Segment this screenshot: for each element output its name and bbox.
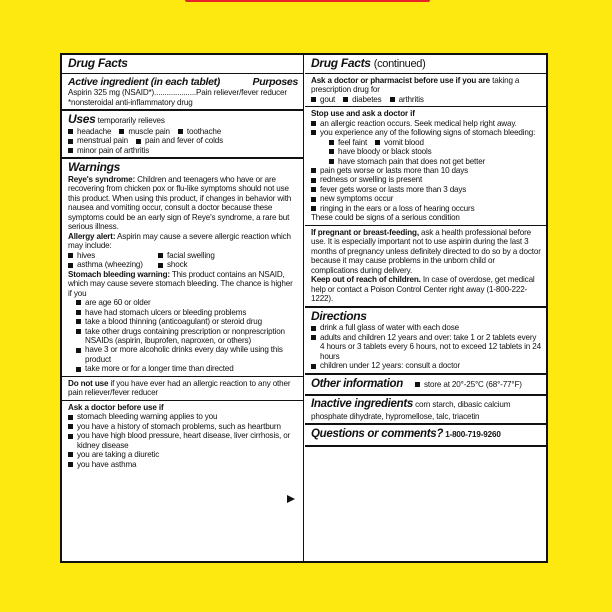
ask-doctor-pharmacist-section: Ask a doctor or pharmacist before use if you are taking a prescription drug for gout diabetes arthritis (305, 74, 546, 107)
list-item: facial swelling (158, 251, 215, 260)
directions-heading: Directions (311, 308, 367, 323)
inactive-ingredients-text: corn starch, dibasic calcium phosphate dihydrate, hypromellose, talc, triacetin (311, 400, 511, 421)
list-item: have had stomach ulcers or bleeding problems (76, 308, 298, 317)
continued-label: (continued) (373, 58, 426, 70)
stop-use-heading: Stop use and ask a doctor if (311, 109, 415, 119)
keep-out-of-reach: Keep out of reach of children. In case of overdose, get medical help or contact a Poison Control Center right away (1-800-222-1222). (311, 275, 535, 304)
do-not-use-text: if you have ever had an allergic reaction to any other pain reliever/fever reducer (68, 378, 291, 398)
drug-facts-title-section (62, 55, 303, 74)
list-item: take a blood thinning (anticoagulant) or steroid drug (76, 317, 298, 326)
drug-facts-continued-title: Drug Facts (311, 56, 371, 70)
stomach-bleeding-warning: Stomach bleeding warning: This product contains an NSAID, which may cause severe stomach bleeding. The chance is higher if you (68, 269, 293, 298)
list-item: minor pain of arthritis (68, 146, 298, 155)
list-item: muscle pain (119, 127, 170, 136)
drug-facts-title: Drug Facts (68, 56, 128, 70)
warnings-heading: Warnings (68, 160, 121, 175)
list-item: have bloody or black stools (329, 147, 432, 156)
inactive-ingredients-section (305, 396, 546, 425)
list-item: take other drugs containing prescription or nonprescription NSAIDs (aspirin, ibuprofen, naproxen, or others) (76, 327, 298, 346)
continue-arrow-icon (287, 495, 295, 503)
left-column (62, 55, 304, 561)
list-item: hives (68, 251, 158, 260)
list-item: adults and children 12 years and over: take 1 or 2 tablets every 4 hours or 3 tablets every 6 hours, not to exceed 12 tablets in 24 hours (311, 333, 541, 361)
drug-facts-continued-title-section (305, 55, 546, 74)
list-item: you have asthma (68, 460, 298, 469)
do-not-use-label: Do not use (68, 378, 109, 388)
allergy-alert: Allergy alert: Aspirin may cause a severe allergic reaction which may include: (68, 231, 291, 251)
list-item: menstrual pain (68, 136, 128, 145)
storage-info: store at 20°-25°C (68°-77°F) (415, 380, 522, 389)
active-ingredient-heading: Active ingredient (in each tablet) (68, 75, 220, 88)
drug-facts-panel (60, 53, 548, 563)
list-item: feel faint (329, 138, 367, 147)
list-item: new symptoms occur (311, 194, 541, 203)
uses-heading: Uses (68, 112, 96, 127)
list-item: ringing in the ears or a loss of hearing occurs (311, 204, 541, 213)
questions-heading: Questions or comments? (311, 428, 444, 441)
list-item: asthma (wheezing) (68, 260, 158, 269)
list-item: you have a history of stomach problems, such as heartburn (68, 422, 298, 431)
list-item: an allergic reaction occurs. Seek medical help right away. (311, 119, 541, 128)
list-item: have stomach pain that does not get better (329, 157, 541, 166)
list-item: vomit blood (375, 138, 424, 147)
pregnancy-section (305, 226, 546, 308)
list-item: you have high blood pressure, heart disease, liver cirrhosis, or kidney disease (68, 431, 298, 450)
pregnancy-warning: If pregnant or breast-feeding, ask a health professional before use. It is especially important not to use aspirin during the last 3 months of pregnancy unless definitely directed to do so by a doctor because it may cause problems in the unborn child or complications during delivery. (311, 227, 541, 275)
ask-doctor-heading: Ask a doctor before use if (68, 402, 164, 412)
list-item: headache (68, 127, 111, 136)
do-not-use-section (62, 377, 303, 401)
top-band (0, 0, 612, 6)
uses-intro: temporarily relieves (97, 116, 165, 126)
list-item: you are taking a diuretic (68, 450, 298, 459)
list-item: children under 12 years: consult a doctor (311, 361, 541, 370)
list-item: diabetes (343, 95, 381, 104)
list-item: are age 60 or older (76, 298, 298, 307)
stop-use-section (305, 107, 546, 226)
list-item: stomach bleeding warning applies to you (68, 412, 298, 421)
questions-phone: 1-800-719-9260 (445, 430, 501, 440)
reye-warning: Reye's syndrome: Children and teenagers who have or are recovering from chicken pox or flu-like symptoms should not use this product. When using this product, if changes in behavior with nausea and vomiting occur, consult a doctor because these symptoms could be an early sign of Reye's syndrome, a rare but serious illness. (68, 175, 292, 232)
other-information-heading: Other information (311, 377, 404, 390)
uses-section (62, 111, 303, 159)
list-item: have 3 or more alcoholic drinks every day while using this product (76, 345, 298, 364)
warnings-section (62, 159, 303, 377)
inactive-ingredients-heading: Inactive ingredients (311, 398, 414, 411)
list-item: take more or for a longer time than directed (76, 364, 298, 373)
ask-doctor-section (62, 401, 303, 509)
active-ingredient-note: *nonsteroidal anti-inflammatory drug (68, 97, 193, 107)
questions-section (305, 425, 546, 446)
list-item: shock (158, 260, 187, 269)
list-item: fever gets worse or lasts more than 3 days (311, 185, 541, 194)
list-item: toothache (178, 127, 221, 136)
list-item: pain and fever of colds (136, 136, 223, 145)
list-item: drink a full glass of water with each dose (311, 323, 541, 332)
list-item: redness or swelling is present (311, 175, 541, 184)
active-ingredient-section (62, 74, 303, 111)
list-item: gout (311, 95, 335, 104)
list-item: you experience any of the following signs of stomach bleeding: (311, 128, 541, 137)
directions-section (305, 308, 546, 375)
right-column (305, 55, 546, 561)
purposes-heading: Purposes (252, 75, 298, 88)
active-ingredient-line: Aspirin 325 mg (NSAID*)....................Pain reliever/fever reducer (68, 88, 287, 98)
other-information-section (305, 375, 546, 396)
stop-use-note: These could be signs of a serious condition (311, 213, 460, 223)
list-item: pain gets worse or lasts more than 10 days (311, 166, 541, 175)
red-banner-text (185, 0, 430, 2)
list-item: arthritis (390, 95, 424, 104)
